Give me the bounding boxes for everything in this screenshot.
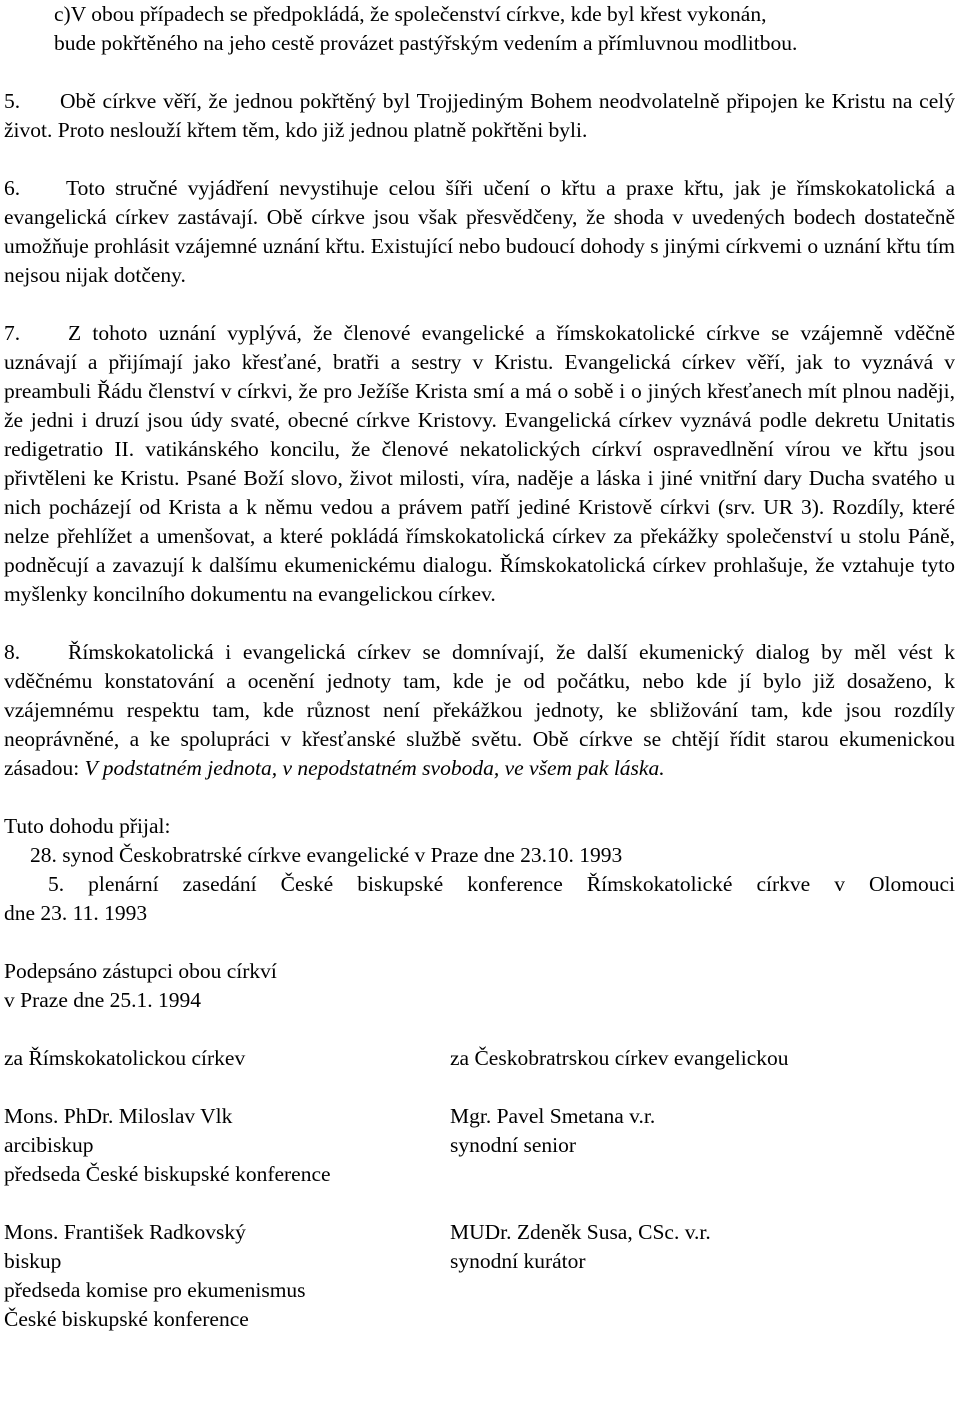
item-c-line2: bude pokřtěného na jeho cestě provázet pastýřským vedením a přímluvnou modlitbou. (54, 31, 798, 55)
left-signatory-1-title: arcibiskup (4, 1133, 94, 1157)
paragraph-5-text: Obě církve věří, že jednou pokřtěný byl Trojjediným Bohem neodvolatelně připojen ke Kristu na celý život. Proto neslouží křtem těm, kdo již jednou platně pokřtěni byli. (4, 89, 955, 142)
paragraph-8-motto: V podstatném jednota, v nepodstatném svoboda, ve všem pak láska. (84, 756, 665, 780)
paragraph-7 (4, 319, 955, 609)
paragraph-8 (4, 638, 955, 783)
left-signatory-2-org: České biskupské konference (4, 1307, 249, 1331)
paragraph-7-number: 7. (4, 321, 21, 345)
acceptance-block (4, 812, 955, 928)
paragraph-8-number: 8. (4, 640, 21, 664)
left-signatory-1-name: Mons. PhDr. Miloslav Vlk (4, 1104, 233, 1128)
paragraph-6 (4, 174, 955, 290)
left-signatory-2-name: Mons. František Radkovský (4, 1220, 246, 1244)
paragraph-5-number: 5. (4, 89, 21, 113)
left-signatory-1 (4, 1102, 450, 1189)
right-signatory-1-title: synodní senior (450, 1133, 577, 1157)
paragraph-6-number: 6. (4, 176, 21, 200)
right-signatory-2-name: MUDr. Zdeněk Susa, CSc. v.r. (450, 1220, 711, 1244)
left-signatory-2-title: biskup (4, 1249, 62, 1273)
signatories-group-1 (4, 1102, 955, 1189)
right-signatory-1-name: Mgr. Pavel Smetana v.r. (450, 1104, 656, 1128)
paragraph-8-text: Římskokatolická i evangelická církev se domnívají, že další ekumenický dialog by měl vést k vděčnému konstatování a ocenění jednoty tam, kde je od počátku, nebo kde jí bylo již dosaženo, k vzájemnému respektu tam, kde různost není překážkou jednoty, ke sbližování tam, kde jsou rozdíly neoprávněné, a ke spolupráci v křesťanské službě světu. Obě církve se chtějí řídit starou ekumenickou zásadou: (4, 640, 955, 780)
acceptance-synod: 28. synod Českobratrské církve evangelické v Praze dne 23.10. 1993 (30, 843, 623, 867)
signatory-headings (4, 1044, 955, 1073)
left-signatory-1-role: předseda České biskupské konference (4, 1162, 331, 1186)
signed-block (4, 957, 955, 1015)
paragraph-5 (4, 87, 955, 145)
signed-line2: v Praze dne 25.1. 1994 (4, 988, 202, 1012)
paragraph-6-text: Toto stručné vyjádření nevystihuje celou šíři učení o křtu a praxe křtu, jak je římskokatolická a evangelická církev zastávají. Obě církve jsou však přesvědčeny, že shoda v uvedených bodech dostatečně umožňuje prohlásit vzájemné uznání křtu. Existující nebo budoucí dohody s jinými církvemi o uznání křtu tím nejsou nijak dotčeny. (4, 176, 955, 287)
document-page (4, 0, 955, 1334)
signed-line1: Podepsáno zástupci obou církví (4, 959, 277, 983)
right-signatory-1 (450, 1102, 955, 1189)
left-signatory-2-role: předseda komise pro ekumenismus (4, 1278, 306, 1302)
acceptance-conference-line1: 5. plenární zasedání České biskupské konference Římskokatolické církve v Olomouci (48, 872, 955, 896)
acceptance-conference (4, 870, 955, 928)
right-signatory-2 (450, 1218, 955, 1334)
item-c-line1: c)V obou případech se předpokládá, že společenství církve, kde byl křest vykonán, (54, 2, 767, 26)
left-signatory-2 (4, 1218, 450, 1334)
item-c (4, 0, 955, 58)
signatories-group-2 (4, 1218, 955, 1334)
right-heading: za Českobratrskou církev evangelickou (450, 1046, 789, 1070)
acceptance-heading: Tuto dohodu přijal: (4, 814, 171, 838)
paragraph-7-text: Z tohoto uznání vyplývá, že členové evangelické a římskokatolické církve se vzájemně vděčně uznávají a přijímají jako křesťané, bratři a sestry v Kristu. Evangelická církev věří, jak to vyznává v preambuli Řádu členství v církvi, že pro Ježíše Krista smí a má o sobě i o jiných křesťanech mít plnou naději, že jedni i druzí jsou údy svaté, obecné církve Kristovy. Evangelická církev vyznává podle dekretu Unitatis redigetratio II. vatikánského koncilu, že členové nekatolických církví ospravedlnění vírou ve křtu jsou přivtěleni ke Kristu. Psané Boží slovo, život milosti, víra, naděje a láska i jiné vnitřní dary Ducha svatého u nich pocházejí od Krista a k němu vedou a právem patří jediné Kristově církvi (srv. UR 3). Rozdíly, které nelze přehlížet a umenšovat, a které pokládá římskokatolická církev za překážky společenství u stolu Páně, podněcují a zavazují k dalšímu ekumenickému dialogu. Římskokatolická církev prohlašuje, že vztahuje tyto myšlenky koncilního dokumentu na evangelickou církev. (4, 321, 955, 606)
right-signatory-2-title: synodní kurátor (450, 1249, 586, 1273)
left-heading: za Římskokatolickou církev (4, 1046, 246, 1070)
acceptance-conference-line2: dne 23. 11. 1993 (4, 901, 148, 925)
